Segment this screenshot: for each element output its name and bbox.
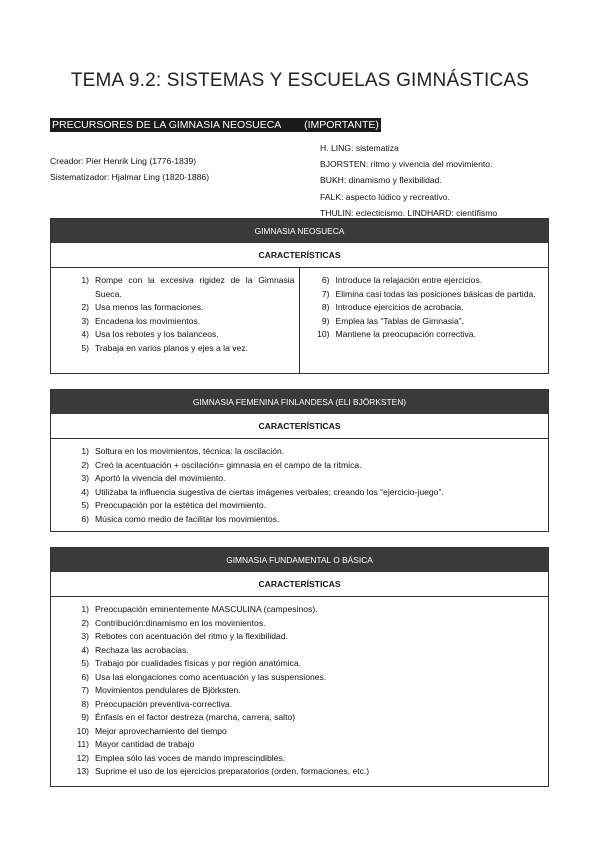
precursores-banner: PRECURSORES DE LA GIMNASIA NEOSUECA (IMPORTANTE) [52, 119, 379, 131]
creador-line: Creador: Pier Henrik Ling (1776-1839) [50, 156, 197, 166]
list-item [55, 657, 544, 671]
list-item-text: Introduce la relajación entre ejercicios. [335, 275, 483, 285]
list-item [55, 486, 544, 500]
list-item [55, 738, 544, 752]
page-title: TEMA 9.2: SISTEMAS Y ESCUELAS GIMNÁSTICAS [70, 70, 530, 91]
list-item [55, 315, 295, 329]
list-item [55, 274, 295, 301]
sistematizador-line: Sistematizador: Hjalmar Ling (1820-1886) [50, 172, 210, 182]
list-item-number: 7) [81, 685, 89, 695]
list-item-text: Emplea las “Tablas de Gimnasia”. [335, 315, 464, 326]
list-item [55, 752, 544, 766]
list-item-number: 1) [81, 604, 89, 614]
list-item [304, 288, 545, 302]
list-item-text: Usa los rebotes y los balanceos. [95, 329, 219, 339]
list-item-number: 10) [317, 329, 330, 339]
list-item [55, 513, 544, 527]
list-item-text: Contribución:dinamismo en los movimientos. [95, 617, 266, 628]
precursor-item: BJORSTEN: ritmo y vivencia del movimiento. [320, 159, 493, 170]
list-item-text: Preocupación eminentemente MASCULINA (campesinos). [95, 604, 318, 614]
list-item [55, 644, 544, 658]
list-item [55, 711, 544, 725]
list-item-number: 5) [81, 500, 89, 510]
list-item-number: 1) [81, 275, 89, 285]
list-item-number: 4) [81, 329, 89, 339]
list-item-text: Movimientos pendulares de Björksten. [95, 685, 241, 695]
list-item-text: Preocupación por la estética del movimiento. [95, 500, 267, 510]
list-item-number: 12) [76, 752, 89, 763]
list-item [55, 445, 544, 459]
list-item [55, 617, 544, 631]
list-item-text: Mantiene la preocupación correctiva. [335, 329, 476, 339]
list-item-number: 8) [81, 698, 89, 709]
list-item-text: Rebotes con acentuación del ritmo y la flexibilidad. [95, 631, 288, 641]
list-item-number: 2) [81, 617, 89, 628]
list-item-number: 11) [77, 739, 89, 749]
list-item [55, 499, 544, 513]
list-item [55, 671, 544, 685]
list-item [55, 603, 544, 617]
list-item [304, 315, 545, 329]
list-item [304, 274, 545, 288]
list-item-text: Trabaja en varios planos y ejes a la vez. [95, 342, 249, 353]
list-item-number: 3) [81, 315, 89, 326]
section-heading: GIMNASIA FUNDAMENTAL O BÁSICA [51, 548, 548, 572]
list-item [304, 301, 545, 315]
list-item-text: Énfasis en el factor destreza (marcha, carrera, salto) [95, 712, 296, 722]
list-item-text: Rechaza las acrobacias. [95, 644, 189, 655]
list-item-number: 1) [81, 446, 89, 456]
section-subheading: CARACTERÍSTICAS [51, 243, 548, 268]
list-item-number: 9) [321, 315, 330, 326]
list-item [55, 725, 544, 739]
precursor-item: FALK: aspecto lúdico y recreativo. [320, 191, 450, 202]
precursores-list [320, 140, 497, 221]
precursor-item: THULIN: eclecticismo. LINDHARD: científismo [320, 207, 498, 218]
list-item-number: 10) [76, 725, 89, 736]
list-item-text: Mejor aprovechamiento del tiempo [95, 725, 227, 736]
list-item-number: 7) [321, 288, 330, 299]
list-item-text: Trabajo por cualidades físicas y por región anatómica. [95, 658, 302, 668]
list-item [55, 698, 544, 712]
section-neosueca [50, 218, 549, 374]
list-item-number: 13) [76, 766, 89, 776]
left-column [51, 268, 300, 374]
list-item [55, 328, 295, 342]
list-item-text: Preocupación preventiva-correctiva. [95, 698, 233, 709]
list-item-text: Utilizaba la influencia sugestiva de ciertas imágenes verbales; creando los “ejercicio-juego”. [95, 486, 444, 497]
list-item-text: Aportó la vivencia del movimiento. [95, 473, 226, 483]
list-item-text: Usa menos las formaciones. [95, 302, 204, 312]
list-item-text: Encadena los movimientos. [95, 315, 201, 326]
section-subheading: CARACTERÍSTICAS [51, 414, 548, 439]
list-item-number: 6) [321, 275, 330, 285]
list-item-text: Rompe con la excesiva rigidez de la Gimnasia Sueca. [95, 275, 295, 299]
list-item-text: Elimina casi todas las posiciones básicas de partida. [335, 288, 536, 299]
list-item [55, 630, 544, 644]
list-item [55, 459, 544, 473]
list-item [55, 765, 544, 779]
list-item-number: 8) [321, 302, 330, 312]
section-finlandesa [50, 389, 549, 532]
list-item-text: Soltura en los movimientos, técnica: la oscilación. [95, 446, 285, 456]
section-heading: GIMNASIA FEMENINA FINLANDESA (ELI BJÖRKSTEN) [51, 390, 548, 414]
list-item [55, 684, 544, 698]
list-item-number: 3) [81, 473, 89, 483]
list-item [304, 328, 545, 342]
list-item-text: Usa las elongaciones como acentuación y las suspensiones. [95, 671, 327, 682]
precursor-item: H. LING: sistematiza [320, 143, 399, 153]
list-item-number: 2) [81, 302, 89, 312]
list-item-text: Mayor cantidad de trabajo [95, 739, 195, 749]
list-item-number: 6) [81, 671, 89, 682]
list-item [55, 472, 544, 486]
section-subheading: CARACTERÍSTICAS [51, 572, 548, 597]
list-item-text: Creó la acentuación + oscilación= gimnasia en el campo de la rítmica. [95, 459, 362, 470]
precursor-item: BUKH: dinamismo y flexibilidad. [320, 175, 442, 186]
list-item-number: 4) [81, 644, 89, 655]
right-column [300, 268, 549, 374]
list-item [55, 301, 295, 315]
section-heading: GIMNASIA NEOSUECA [51, 219, 548, 243]
list-item-number: 2) [81, 459, 89, 470]
list-item-text: Introduce ejercicios de acrobacia. [335, 302, 464, 312]
list-item-number: 4) [81, 486, 89, 497]
list-item-number: 5) [81, 342, 89, 353]
list-item [55, 342, 295, 356]
list-item-number: 3) [81, 631, 89, 641]
list-item-number: 9) [81, 712, 89, 722]
list-item-text: Emplea sólo las voces de mando imprescindibles. [95, 752, 286, 763]
section-fundamental [50, 547, 549, 787]
list-item-number: 5) [81, 658, 89, 668]
list-item-text: Música como medio de facilitar los movimientos. [95, 513, 280, 524]
list-item-number: 6) [81, 513, 89, 524]
list-item-text: Suprime el uso de los ejercicios preparatorios (orden, formaciones, etc.) [95, 766, 370, 776]
